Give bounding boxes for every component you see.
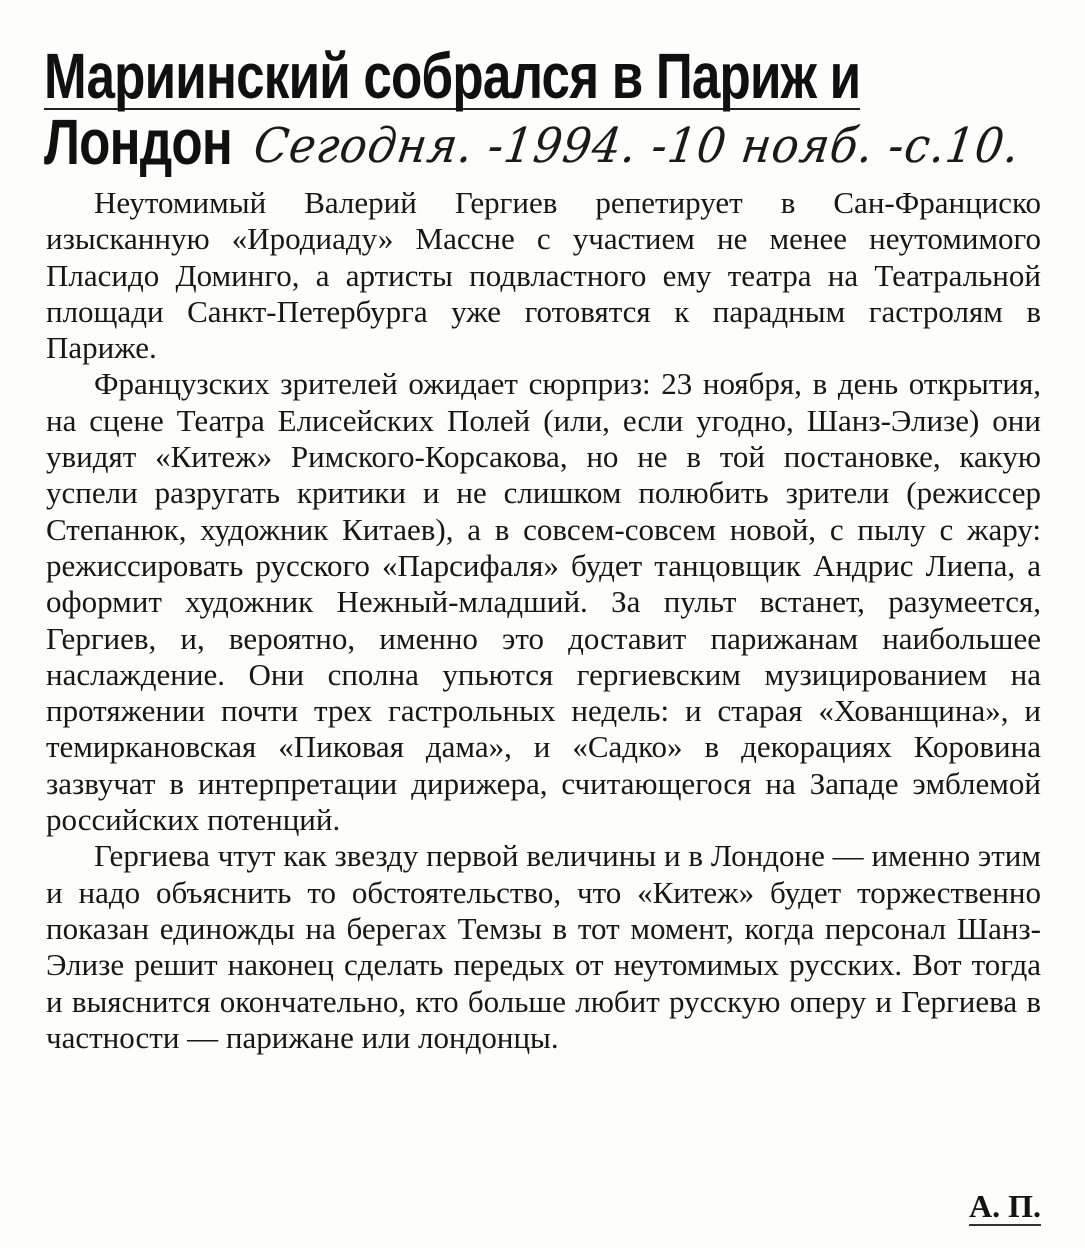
- paragraph-2: Французских зрителей ожидает сюрприз: 23 ноября, в день открытия, на сцене Театра Елисейских Полей (или, если угодно, Шанз-Элизе) они увидят «Китеж» Римского-Корсакова, но не в той постановке, какую успели разругать критики и не слишком полюбить зрители (режиссер Степанюк, художник Китаев), а в совсем-совсем новой, с пылу с жару: режиссировать русского «Парсифаля» будет танцовщик Андрис Лиепа, а оформит художник Нежный-младший. За пульт встанет, разумеется, Гергиев, и, вероятно, именно это доставит парижанам наибольшее наслаждение. Они сполна упьются гергиевским музицированием на протяжении почти трех гастрольных недель: и старая «Хованщина», и темиркановская «Пиковая дама», и «Садко» в декорациях Коровина зазвучат в интерпретации дирижера, считающегося на Западе эмблемой российских потенций.: [46, 366, 1041, 838]
- handwritten-source-note: Сегодня. -1994. -10 нояб. -с.10.: [250, 118, 1024, 174]
- headline-line-1: Мариинский собрался в Париж и: [44, 40, 861, 112]
- headline-line-2: Лондон: [44, 106, 233, 178]
- article-body: [46, 185, 1041, 1056]
- paragraph-3: Гергиева чтут как звезду первой величины и в Лондоне — именно этим и надо объяснить то обстоятельство, что «Китеж» будет торжественно показан единожды на берегах Темзы в тот момент, когда персонал Шанз-Элизе решит наконец сделать передых от неутомимых русских. Вот тогда и выяснится окончательно, кто больше любит русскую оперу и Гергиева в частности — парижане или лондонцы.: [46, 838, 1041, 1055]
- paragraph-1: Неутомимый Валерий Гергиев репетирует в Сан-Франциско изысканную «Иродиаду» Массне с участием не менее неутомимого Пласидо Доминго, а артисты подвластного ему театра на Театральной площади Санкт-Петербурга уже готовятся к парадным гастролям в Париже.: [46, 185, 1041, 366]
- author-signature: А. П.: [969, 1188, 1041, 1224]
